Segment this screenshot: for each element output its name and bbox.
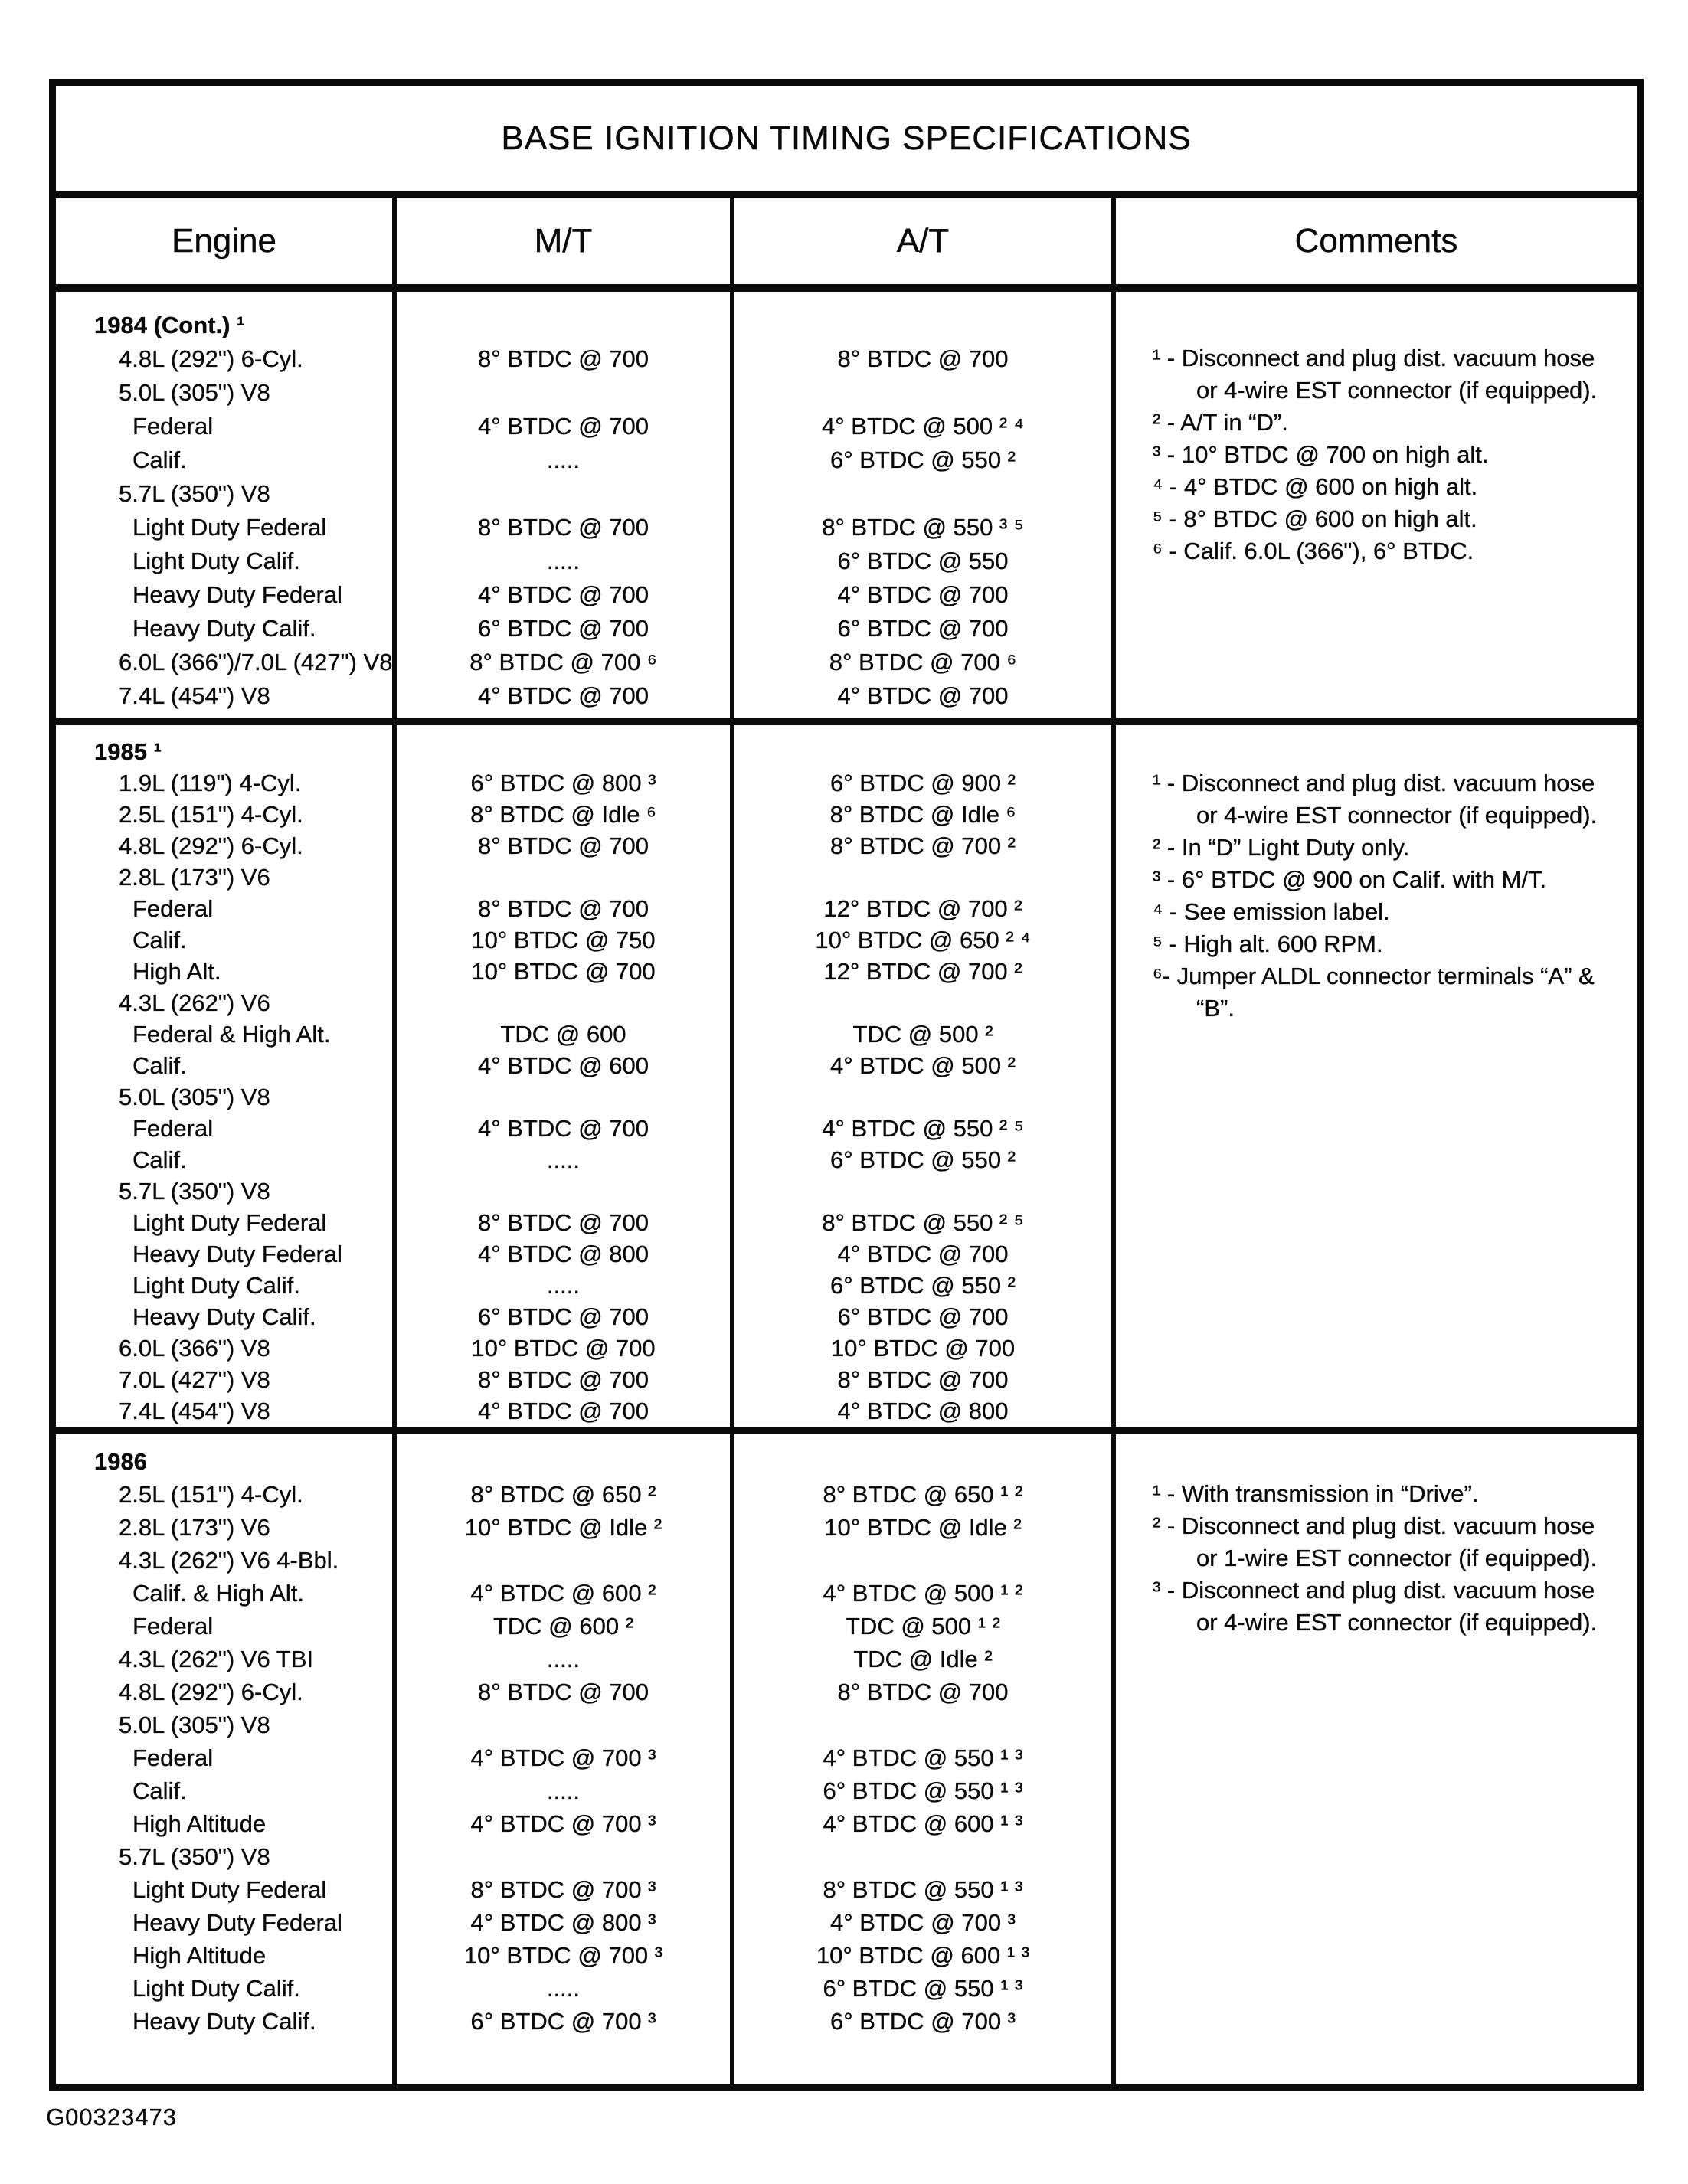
mt-value xyxy=(397,1708,730,1741)
mt-value: 4° BTDC @ 600 xyxy=(477,1052,649,1079)
at-value: 10° BTDC @ 700 xyxy=(830,1335,1016,1362)
mt-value xyxy=(397,1840,730,1873)
mt-value xyxy=(397,1081,730,1113)
at-value: 10° BTDC @ 650 ² ⁴ xyxy=(815,927,1031,953)
at-value: 4° BTDC @ 500 ² xyxy=(830,1052,1016,1079)
mt-value: 4° BTDC @ 700 xyxy=(477,682,649,709)
mt-value xyxy=(397,862,730,893)
at-value xyxy=(734,987,1111,1018)
year-label: 1986 xyxy=(94,1448,147,1475)
engine-label: High Altitude xyxy=(132,1810,267,1837)
ignition-timing-table xyxy=(49,79,1644,2091)
mt-value: 8° BTDC @ 700 xyxy=(477,832,649,859)
mt-value: 4° BTDC @ 600 ² xyxy=(470,1580,656,1607)
engine-label: 5.0L (305") V8 xyxy=(119,1084,270,1110)
at-value: 8° BTDC @ 550 ² ⁵ xyxy=(822,1209,1024,1236)
at-value xyxy=(734,862,1111,893)
at-value: 6° BTDC @ 550 ¹ ³ xyxy=(823,1777,1023,1804)
comment-note: ⁵ - High alt. 600 RPM. xyxy=(1153,930,1383,957)
engine-label: Heavy Duty Federal xyxy=(132,1241,342,1267)
comment-note: ³ - Disconnect and plug dist. vacuum hose or 4-wire EST connector (if equipped). xyxy=(1153,1577,1598,1636)
engine-column xyxy=(56,725,397,1427)
engine-label: Heavy Duty Calif. xyxy=(132,2008,316,2035)
engine-label: Heavy Duty Federal xyxy=(132,581,342,608)
column-header-comments: Comments xyxy=(1294,222,1458,260)
comment-note: ⁶- Jumper ALDL connector terminals “A” & “B”. xyxy=(1153,963,1595,1022)
engine-label: 2.8L (173") V6 xyxy=(119,1514,270,1541)
mt-value: ..... xyxy=(546,1777,581,1804)
at-value: 10° BTDC @ 600 ¹ ³ xyxy=(816,1942,1030,1969)
engine-label: High Alt. xyxy=(132,958,221,985)
figure-code: G00323473 xyxy=(46,2104,178,2130)
at-value xyxy=(734,477,1111,511)
mt-value: 4° BTDC @ 700 ³ xyxy=(470,1744,656,1771)
year-label: 1984 (Cont.) ¹ xyxy=(94,312,245,338)
engine-label: 1.9L (119") 4-Cyl. xyxy=(119,770,302,796)
column-header-mt: M/T xyxy=(397,198,734,284)
at-value: 8° BTDC @ 700 ² xyxy=(830,832,1016,859)
at-value: 4° BTDC @ 550 ¹ ³ xyxy=(823,1744,1023,1771)
comment-note: ¹ - Disconnect and plug dist. vacuum hose or 4-wire EST connector (if equipped). xyxy=(1153,345,1598,404)
engine-label: High Altitude xyxy=(132,1942,267,1969)
mt-value: 8° BTDC @ 700 xyxy=(477,1366,649,1393)
mt-column xyxy=(397,725,734,1427)
mt-value: 4° BTDC @ 700 xyxy=(477,1115,649,1142)
engine-label: 4.3L (262") V6 xyxy=(119,989,270,1016)
at-value: 6° BTDC @ 700 xyxy=(837,1303,1009,1330)
engine-label: Federal xyxy=(132,1613,214,1640)
engine-label: 5.7L (350") V8 xyxy=(119,480,270,507)
engine-label: 4.8L (292") 6-Cyl. xyxy=(119,345,303,372)
at-value: 12° BTDC @ 700 ² xyxy=(823,958,1022,985)
engine-label: Federal & High Alt. xyxy=(132,1021,331,1048)
mt-value xyxy=(397,987,730,1018)
at-column xyxy=(734,725,1116,1427)
mt-value: ..... xyxy=(546,548,581,574)
column-header-at: A/T xyxy=(734,198,1116,284)
comment-note: ¹ - Disconnect and plug dist. vacuum hose or 4-wire EST connector (if equipped). xyxy=(1153,770,1598,829)
mt-value: 4° BTDC @ 800 ³ xyxy=(470,1909,656,1936)
at-value: 8° BTDC @ 650 ¹ ² xyxy=(823,1481,1023,1508)
column-header-row xyxy=(56,198,1637,292)
at-value: 8° BTDC @ 700 ⁶ xyxy=(829,649,1017,675)
table-body xyxy=(56,292,1637,2084)
at-value: 6° BTDC @ 550 ¹ ³ xyxy=(823,1975,1023,2002)
at-value: 8° BTDC @ 700 xyxy=(837,345,1009,372)
mt-value: 10° BTDC @ 750 xyxy=(471,927,656,953)
at-value: 4° BTDC @ 700 ³ xyxy=(830,1909,1016,1936)
engine-label: Heavy Duty Federal xyxy=(132,1909,342,1936)
mt-value: TDC @ 600 xyxy=(500,1021,626,1048)
comment-note: ¹ - With transmission in “Drive”. xyxy=(1153,1480,1479,1507)
mt-column xyxy=(397,292,734,718)
engine-label: 4.3L (262") V6 4-Bbl. xyxy=(119,1547,339,1574)
engine-label: Light Duty Federal xyxy=(132,514,327,541)
mt-value: 10° BTDC @ 700 ³ xyxy=(463,1942,663,1969)
year-section-1984 xyxy=(56,292,1637,725)
mt-value: 4° BTDC @ 800 xyxy=(477,1241,649,1267)
at-value: 6° BTDC @ 550 xyxy=(837,548,1009,574)
mt-value xyxy=(397,1445,730,1478)
mt-value: 4° BTDC @ 700 ³ xyxy=(470,1810,656,1837)
mt-value: ..... xyxy=(546,1646,581,1672)
at-column xyxy=(734,1434,1116,2084)
at-value: 8° BTDC @ 550 ¹ ³ xyxy=(823,1876,1023,1903)
at-value: 8° BTDC @ Idle ⁶ xyxy=(829,801,1016,828)
mt-value xyxy=(397,1175,730,1207)
mt-value: 8° BTDC @ 650 ² xyxy=(470,1481,656,1508)
engine-label: Heavy Duty Calif. xyxy=(132,1303,316,1330)
engine-label: 2.5L (151") 4-Cyl. xyxy=(119,1481,303,1508)
mt-value: ..... xyxy=(546,446,581,473)
mt-value: TDC @ 600 ² xyxy=(492,1613,634,1640)
at-value xyxy=(734,1840,1111,1873)
table-title: BASE IGNITION TIMING SPECIFICATIONS xyxy=(56,86,1637,198)
engine-label: 6.0L (366")/7.0L (427") V8 xyxy=(119,649,393,675)
comment-note: ⁴ - See emission label. xyxy=(1153,898,1390,925)
mt-value: 10° BTDC @ 700 xyxy=(471,1335,656,1362)
engine-label: 2.8L (173") V6 xyxy=(119,864,270,891)
year-section-1985 xyxy=(56,725,1637,1434)
mt-value xyxy=(397,736,730,767)
comment-note: ² - In “D” Light Duty only. xyxy=(1153,834,1410,861)
engine-label: 4.8L (292") 6-Cyl. xyxy=(119,1679,303,1705)
engine-label: 2.5L (151") 4-Cyl. xyxy=(119,801,303,828)
engine-label: Light Duty Calif. xyxy=(132,1272,300,1299)
engine-label: Calif. xyxy=(132,1777,187,1804)
engine-label: Calif. xyxy=(132,927,187,953)
mt-value xyxy=(397,477,730,511)
at-value: 6° BTDC @ 550 ² xyxy=(830,1146,1016,1173)
at-value xyxy=(734,309,1111,342)
mt-value xyxy=(397,376,730,410)
at-value xyxy=(734,376,1111,410)
at-value: 4° BTDC @ 700 xyxy=(837,682,1009,709)
comment-note: ³ - 6° BTDC @ 900 on Calif. with M/T. xyxy=(1153,866,1547,893)
engine-label: Heavy Duty Calif. xyxy=(132,615,316,642)
engine-label: Federal xyxy=(132,1744,214,1771)
at-value: 6° BTDC @ 550 ² xyxy=(830,1272,1016,1299)
engine-label: Light Duty Calif. xyxy=(132,548,300,574)
engine-label: Light Duty Calif. xyxy=(132,1975,300,2002)
mt-value: ..... xyxy=(546,1975,581,2002)
mt-value: ..... xyxy=(546,1272,581,1299)
at-value: 4° BTDC @ 500 ¹ ² xyxy=(823,1580,1023,1607)
mt-column xyxy=(397,1434,734,2084)
at-value xyxy=(734,1445,1111,1478)
mt-value: 8° BTDC @ 700 xyxy=(477,1679,649,1705)
engine-label: 5.7L (350") V8 xyxy=(119,1178,270,1205)
comment-note: ⁵ - 8° BTDC @ 600 on high alt. xyxy=(1153,505,1477,532)
at-value: 4° BTDC @ 800 xyxy=(837,1398,1009,1424)
comment-note: ⁶ - Calif. 6.0L (366"), 6° BTDC. xyxy=(1153,538,1474,564)
mt-value xyxy=(397,1544,730,1577)
engine-label: Calif. xyxy=(132,446,187,473)
engine-label: Calif. xyxy=(132,1146,187,1173)
mt-value: 6° BTDC @ 700 xyxy=(477,1303,649,1330)
engine-label: 6.0L (366") V8 xyxy=(119,1335,270,1362)
at-value xyxy=(734,736,1111,767)
engine-label: 7.0L (427") V8 xyxy=(119,1366,270,1393)
at-value: 4° BTDC @ 700 xyxy=(837,1241,1009,1267)
engine-column xyxy=(56,292,397,718)
engine-label: 4.3L (262") V6 TBI xyxy=(119,1646,313,1672)
mt-value: 6° BTDC @ 700 xyxy=(477,615,649,642)
engine-label: Light Duty Federal xyxy=(132,1876,327,1903)
year-section-1986 xyxy=(56,1434,1637,2084)
at-value xyxy=(734,1175,1111,1207)
engine-label: Calif. xyxy=(132,1052,187,1079)
at-value: 4° BTDC @ 600 ¹ ³ xyxy=(823,1810,1023,1837)
at-value: 6° BTDC @ 900 ² xyxy=(830,770,1016,796)
mt-value xyxy=(397,309,730,342)
comment-note: ³ - 10° BTDC @ 700 on high alt. xyxy=(1153,441,1489,468)
mt-value: 4° BTDC @ 700 xyxy=(477,413,649,440)
comment-note: ² - Disconnect and plug dist. vacuum hose or 1-wire EST connector (if equipped). xyxy=(1153,1512,1598,1571)
at-value: 6° BTDC @ 700 xyxy=(837,615,1009,642)
year-label: 1985 ¹ xyxy=(94,738,162,765)
at-value: TDC @ 500 ¹ ² xyxy=(846,1613,1000,1640)
at-value: 6° BTDC @ 700 ³ xyxy=(830,2008,1016,2035)
at-value: 4° BTDC @ 500 ² ⁴ xyxy=(822,413,1024,440)
mt-value: 6° BTDC @ 700 ³ xyxy=(470,2008,656,2035)
at-value: 6° BTDC @ 550 ² xyxy=(830,446,1016,473)
engine-label: 5.7L (350") V8 xyxy=(119,1843,270,1870)
engine-label: Federal xyxy=(132,1115,214,1142)
mt-value: 10° BTDC @ 700 xyxy=(471,958,656,985)
engine-label: 4.8L (292") 6-Cyl. xyxy=(119,832,303,859)
column-header-engine: Engine xyxy=(56,198,397,284)
at-value xyxy=(734,1081,1111,1113)
comments-column xyxy=(1116,1434,1637,2084)
comments-column xyxy=(1116,725,1637,1427)
engine-label: 7.4L (454") V8 xyxy=(119,1398,270,1424)
at-value: 10° BTDC @ Idle ² xyxy=(824,1514,1022,1541)
engine-label: Light Duty Federal xyxy=(132,1209,327,1236)
engine-label: 5.0L (305") V8 xyxy=(119,379,270,406)
at-value: 8° BTDC @ 700 xyxy=(837,1679,1009,1705)
mt-value: 8° BTDC @ 700 xyxy=(477,514,649,541)
engine-label: Federal xyxy=(132,413,214,440)
engine-label: Federal xyxy=(132,895,214,922)
mt-value: 8° BTDC @ 700 ³ xyxy=(470,1876,656,1903)
mt-value: 8° BTDC @ Idle ⁶ xyxy=(470,801,656,828)
mt-value: 8° BTDC @ 700 xyxy=(477,1209,649,1236)
at-value xyxy=(734,1708,1111,1741)
at-value: TDC @ Idle ² xyxy=(853,1646,993,1672)
engine-label: 7.4L (454") V8 xyxy=(119,682,270,709)
at-value: 12° BTDC @ 700 ² xyxy=(823,895,1022,922)
mt-value: 6° BTDC @ 800 ³ xyxy=(470,770,656,796)
engine-label: Calif. & High Alt. xyxy=(132,1580,304,1607)
mt-value: 8° BTDC @ 700 xyxy=(477,895,649,922)
mt-value: 4° BTDC @ 700 xyxy=(477,581,649,608)
at-value: TDC @ 500 ² xyxy=(852,1021,993,1048)
at-value: 8° BTDC @ 700 xyxy=(837,1366,1009,1393)
engine-column xyxy=(56,1434,397,2084)
engine-label: 5.0L (305") V8 xyxy=(119,1712,270,1738)
comment-note: ⁴ - 4° BTDC @ 600 on high alt. xyxy=(1153,473,1478,500)
mt-value: 8° BTDC @ 700 xyxy=(477,345,649,372)
mt-value: 8° BTDC @ 700 ⁶ xyxy=(469,649,657,675)
at-value: 4° BTDC @ 700 xyxy=(837,581,1009,608)
at-value: 8° BTDC @ 550 ³ ⁵ xyxy=(822,514,1024,541)
comment-note: ² - A/T in “D”. xyxy=(1153,409,1288,436)
at-value: 4° BTDC @ 550 ² ⁵ xyxy=(822,1115,1024,1142)
mt-value: 10° BTDC @ Idle ² xyxy=(464,1514,662,1541)
mt-value: 4° BTDC @ 700 xyxy=(477,1398,649,1424)
comments-column xyxy=(1116,292,1637,718)
at-column xyxy=(734,292,1116,718)
mt-value: ..... xyxy=(546,1146,581,1173)
at-value xyxy=(734,1544,1111,1577)
